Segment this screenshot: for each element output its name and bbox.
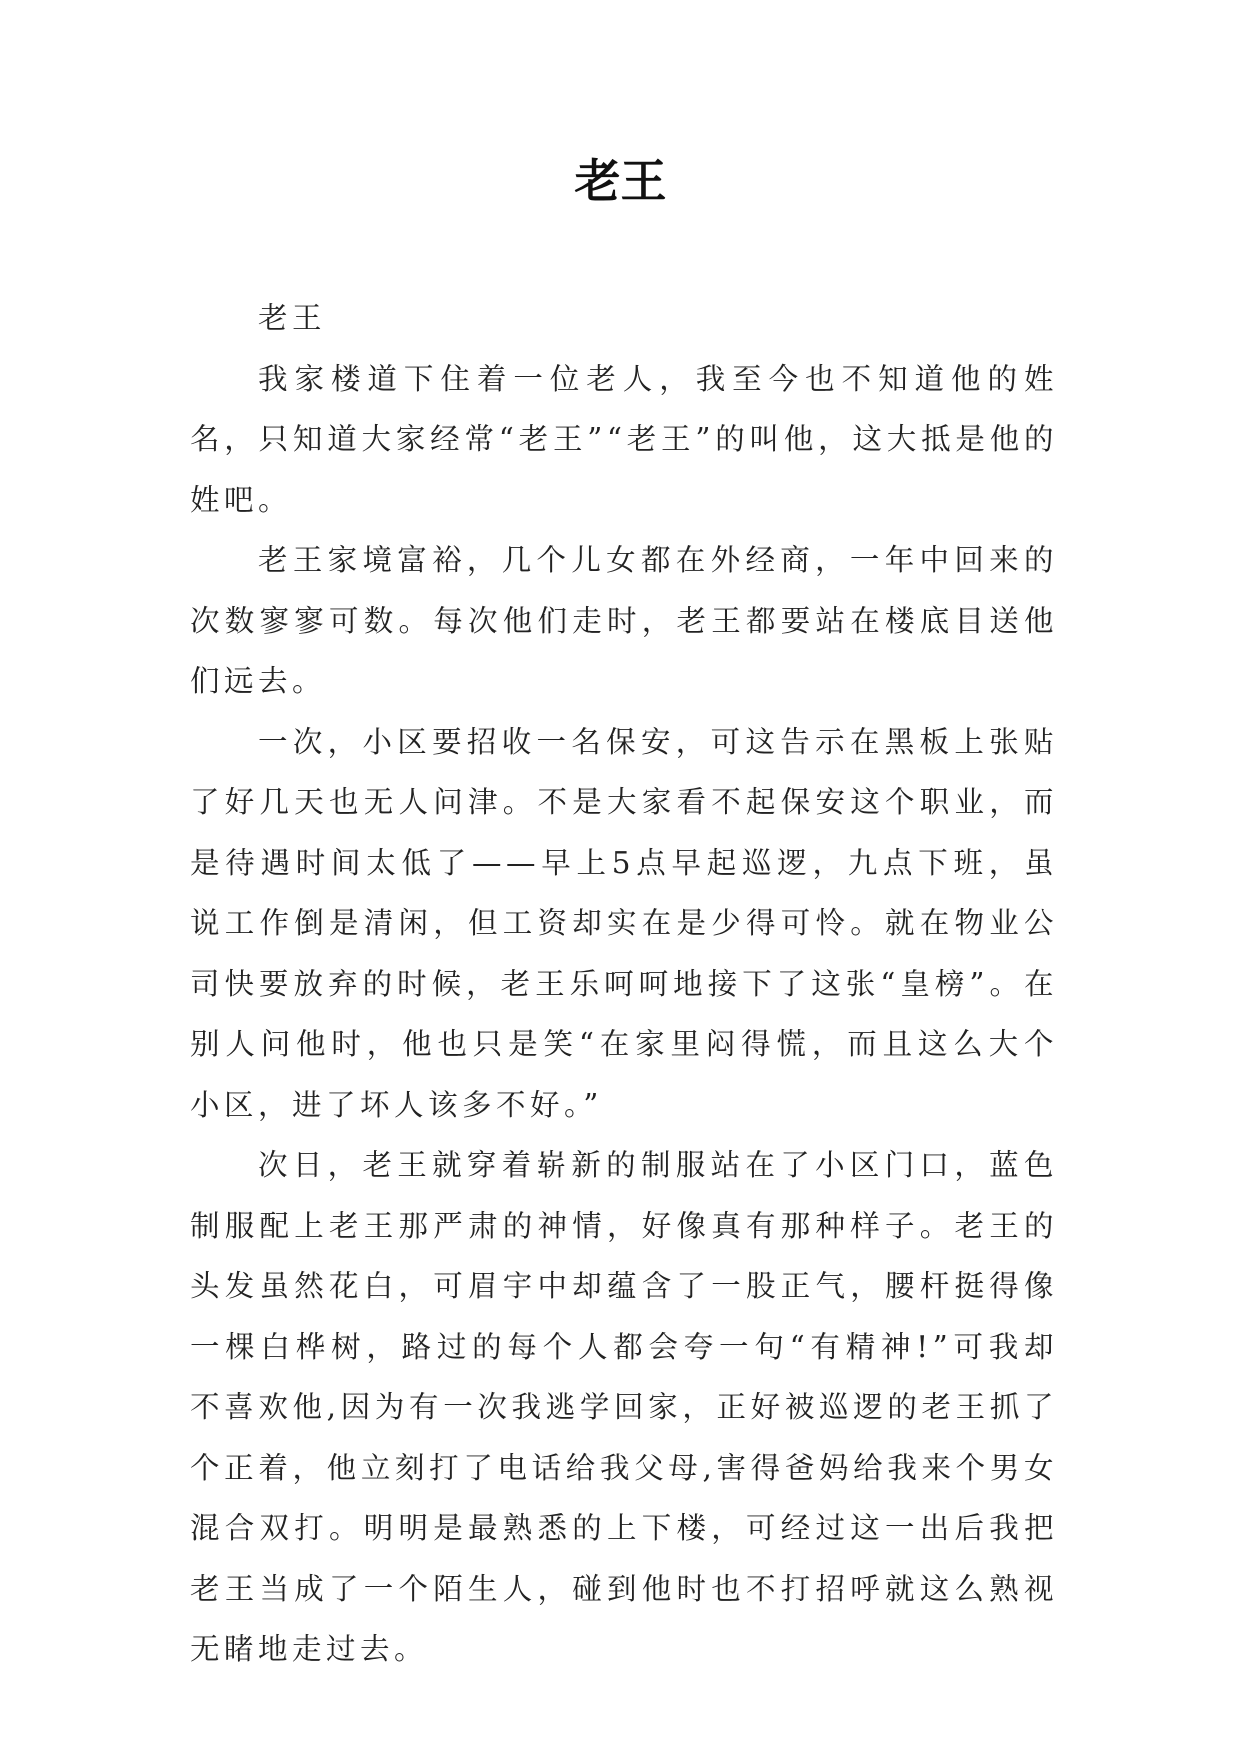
paragraph-security-job: 一次，小区要招收一名保安，可这告示在黑板上张贴了好几天也无人问津。不是大家看不起保安这个职业，而是待遇时间太低了——早上5点早起巡逻，九点下班，虽说工作倒是清闲，但工资却实在是少得可怜。就在物业公司快要放弃的时候，老王乐呵呵地接下了这张“皇榜”。在别人问他时，他也只是笑“在家里闷得慌，而且这么大个小区，进了坏人该多不好。”: [190, 724, 1058, 1122]
document-title: 老王: [574, 154, 667, 208]
paragraph-next-day: 次日，老王就穿着崭新的制服站在了小区门口，蓝色制服配上老王那严肃的神情，好像真有那种样子。老王的头发虽然花白，可眉宇中却蕴含了一股正气，腰杆挺得像一棵白桦树，路过的每个人都会夸一句“有精神!”可我却不喜欢他,因为有一次我逃学回家，正好被巡逻的老王抓了个正着，他立刻打了电话给我父母,害得爸妈给我来个男女混合双打。明明是最熟悉的上下楼，可经过这一出后我把老王当成了一个陌生人，碰到他时也不打招呼就这么熟视无睹地走过去。: [190, 1148, 1058, 1666]
paragraph-intro: 我家楼道下住着一位老人，我至今也不知道他的姓名，只知道大家经常“老王”“老王”的叫他，这大抵是他的姓吧。: [190, 361, 1058, 517]
paragraph-family: 老王家境富裕，几个儿女都在外经商，一年中回来的次数寥寥可数。每次他们走时，老王都要站在楼底目送他们远去。: [190, 543, 1058, 698]
paragraph-subtitle: 老王: [258, 301, 327, 335]
document-body: [190, 288, 1058, 1680]
